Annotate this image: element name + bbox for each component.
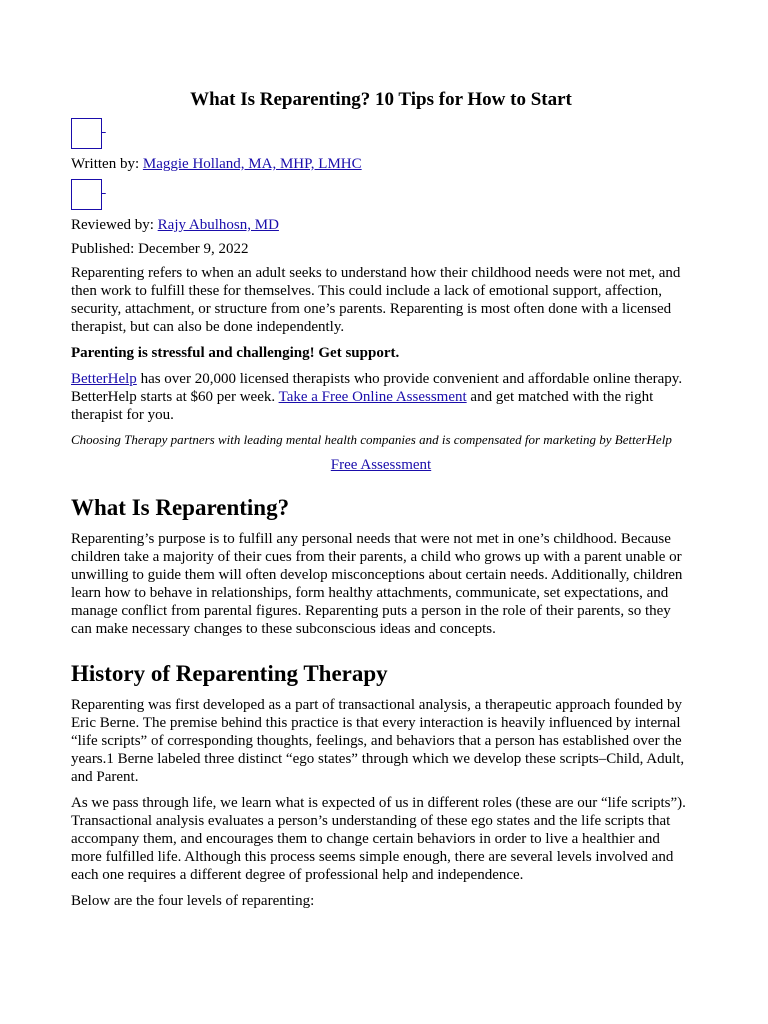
author-link[interactable]: Maggie Holland, MA, MHP, LMHC (142, 156, 362, 172)
author-avatar-link[interactable] (71, 119, 106, 135)
reviewed-by-label: Reviewed by: (71, 217, 158, 233)
free-online-assessment-link[interactable]: Take a Free Online Assessment (278, 389, 467, 405)
promo-text-2: and get matched with the right therapist for you. (71, 389, 654, 423)
written-by (71, 155, 691, 173)
intro-paragraph: Reparenting refers to when an adult seeks to understand how their childhood needs were not met, and then work to fulfill these for themselves. This could include a lack of emotional support, affection, security, attachment, or structure from one’s parents. Reparenting is most often done with a licensed therapist, but can also be done independently. (71, 265, 681, 335)
section-2-paragraph-2: As we pass through life, we learn what is expected of us in different roles (these are our “life scripts”). Transactional analysis evaluates a person’s understanding of these ego states and the life scripts that accompany them, and encourages them to change certain behaviors in order to live a healthier and more fulfilled life. Although this process seems simple enough, there are several levels involved and each one requires a different degree of professional help and independence. (71, 795, 686, 883)
free-assessment-row (71, 456, 691, 474)
betterhelp-link[interactable]: BetterHelp (71, 371, 137, 387)
article (71, 89, 691, 918)
promo-text-1: has over 20,000 licensed therapists who provide convenient and affordable online therapy. BetterHelp starts at $60 per week. (71, 371, 683, 405)
reviewer-avatar-image (71, 179, 102, 210)
section-2-paragraph-3: Below are the four levels of reparenting: (71, 893, 315, 909)
author-avatar-row (71, 118, 691, 155)
section-heading-what-is-reparenting: What Is Reparenting? (71, 495, 290, 520)
author-avatar-image (71, 118, 102, 149)
published-date: Published: December 9, 2022 (71, 241, 249, 257)
section-heading-history: History of Reparenting Therapy (71, 661, 388, 686)
reviewer-avatar-link[interactable] (71, 180, 106, 196)
reviewed-by (71, 216, 691, 234)
reviewer-avatar-row (71, 179, 691, 216)
written-by-label: Written by: (71, 156, 143, 172)
section-1-paragraph-1: Reparenting’s purpose is to fulfill any personal needs that were not met in one’s childhood. Because children take a majority of their cues from their parents, a child who grows up with a parent unable or unwilling to guide them will often develop misconceptions about certain needs. Additionally, children learn how to behave in relationships, form healthy attachments, communicate, set expectations, and manage conflict from parental figures. Reparenting puts a person in the role of their parents, so they can make necessary changes to these subconscious ideas and concepts. (71, 531, 683, 637)
free-assessment-link[interactable]: Free Assessment (330, 457, 432, 473)
promo-headline: Parenting is stressful and challenging! Get support. (71, 345, 400, 361)
promo-paragraph (71, 370, 691, 424)
reviewer-link[interactable]: Rajy Abulhosn, MD (157, 217, 279, 233)
section-2-paragraph-1: Reparenting was first developed as a part of transactional analysis, a therapeutic approach founded by Eric Berne. The premise behind this practice is that every interaction is heavily influenced by internal “life scripts” of corresponding thoughts, feelings, and behaviors that a person has established over the years.1 Berne labeled three distinct “ego states” through which we develop these scripts–Child, Adult, and Parent. (71, 697, 685, 785)
page-title: What Is Reparenting? 10 Tips for How to Start (190, 89, 572, 110)
promo-disclaimer: Choosing Therapy partners with leading mental health companies and is compensated for marketing by BetterHelp (71, 432, 672, 447)
